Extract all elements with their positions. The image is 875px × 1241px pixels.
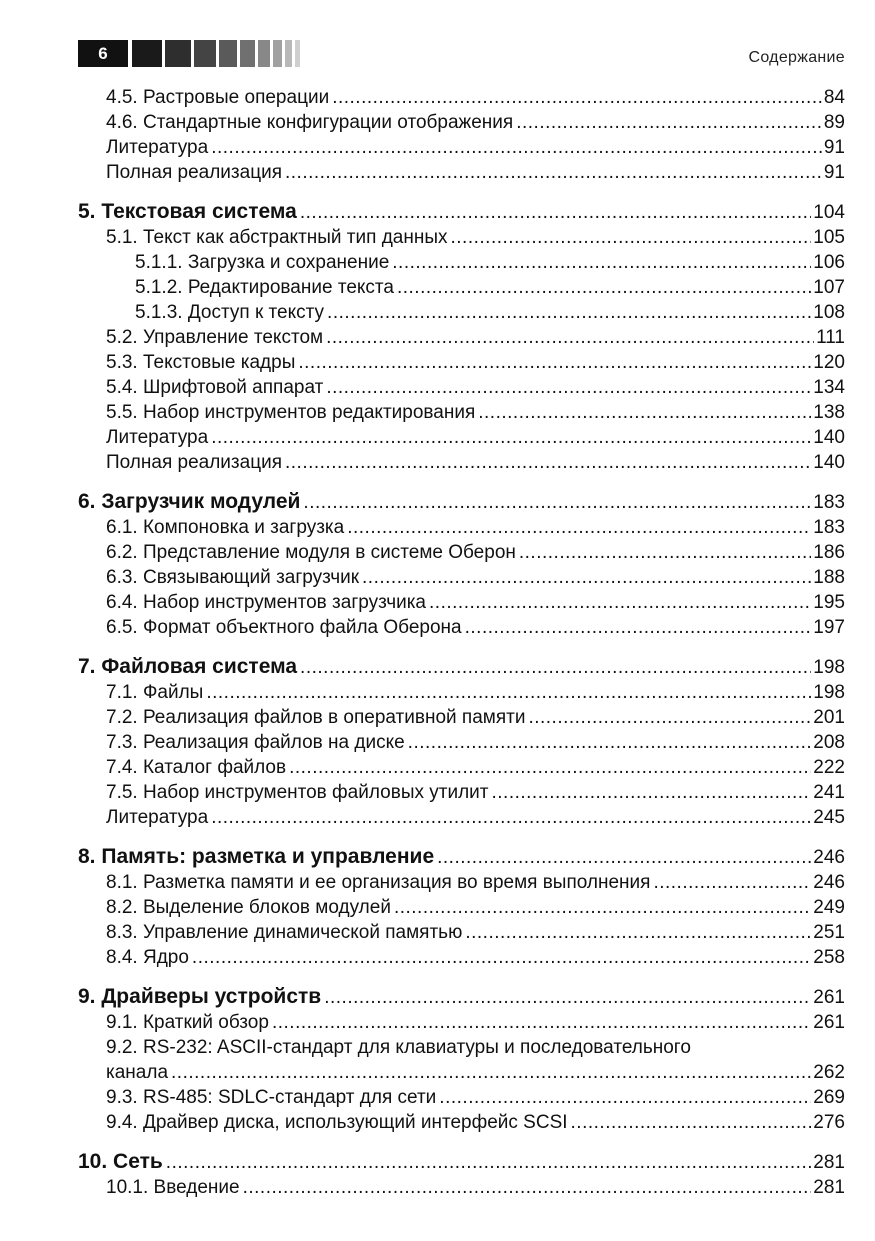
page-number: 6 [78,40,128,67]
toc-entry[interactable]: 5.5. Набор инструментов редактирования ..... 138 [78,400,845,425]
toc-chapter[interactable]: 8. Память: разметка и управление ..... 246 [78,844,845,870]
toc-entry[interactable]: 10.1. Введение ..... 281 [78,1175,845,1200]
toc-entry[interactable]: 9.3. RS-485: SDLC-стандарт для сети ..... 269 [78,1085,845,1110]
header-bar [295,40,300,67]
toc-entry[interactable]: 6.4. Набор инструментов загрузчика ..... 195 [78,590,845,615]
header-bar [165,40,191,67]
toc-entry[interactable]: канала ..... 262 [78,1060,845,1085]
toc-chapter[interactable]: 5. Текстовая система ..... 104 [78,199,845,225]
toc-entry[interactable]: 8.4. Ядро ..... 258 [78,945,845,970]
toc-entry[interactable]: 6.3. Связывающий загрузчик ..... 188 [78,565,845,590]
header-bar [194,40,216,67]
toc-entry[interactable]: 5.3. Текстовые кадры ..... 120 [78,350,845,375]
toc-entry-wrapped-line[interactable]: 9.2. RS-232: ASCII-стандарт для клавиатуры и последовательного [106,1037,691,1058]
toc-entry[interactable]: Литература ..... 245 [78,805,845,830]
toc-entry[interactable]: 5.2. Управление текстом ..... 111 [78,325,845,350]
header-bar [132,40,162,67]
toc-entry[interactable]: 6.1. Компоновка и загрузка ..... 183 [78,515,845,540]
header-bar [273,40,282,67]
toc-entry[interactable]: 8.2. Выделение блоков модулей ..... 249 [78,895,845,920]
toc-chapter[interactable]: 9. Драйверы устройств ..... 261 [78,984,845,1010]
toc-entry[interactable]: 4.5. Растровые операции ..... 84 [78,85,845,110]
toc-entry[interactable]: 5.1. Текст как абстрактный тип данных ..... 105 [78,225,845,250]
toc-chapter[interactable]: 6. Загрузчик модулей ..... 183 [78,489,845,515]
toc-subentry[interactable]: 5.1.2. Редактирование текста ..... 107 [78,275,845,300]
toc-entry[interactable]: 7.1. Файлы ..... 198 [78,680,845,705]
toc-chapter[interactable]: 7. Файловая система ..... 198 [78,654,845,680]
toc-entry[interactable]: 9.1. Краткий обзор ..... 261 [78,1010,845,1035]
toc-entry[interactable]: 7.4. Каталог файлов ..... 222 [78,755,845,780]
table-of-contents [78,85,845,1200]
toc-entry[interactable]: 8.1. Разметка памяти и ее организация во время выполнения ..... 246 [78,870,845,895]
toc-entry[interactable]: 7.5. Набор инструментов файловых утилит ..... 241 [78,780,845,805]
running-head: Содержание [748,49,845,66]
toc-entry[interactable]: 4.6. Стандартные конфигурации отображения ..... 89 [78,110,845,135]
toc-entry[interactable]: 6.5. Формат объектного файла Оберона ..... 197 [78,615,845,640]
header-bar [285,40,292,67]
header-bar [219,40,237,67]
toc-entry[interactable]: 6.2. Представление модуля в системе Оберон ..... 186 [78,540,845,565]
toc-entry[interactable]: Литература ..... 91 [78,135,845,160]
toc-subentry[interactable]: 5.1.3. Доступ к тексту ..... 108 [78,300,845,325]
header-bar [240,40,255,67]
toc-entry[interactable]: 7.3. Реализация файлов на диске ..... 208 [78,730,845,755]
toc-entry[interactable]: 7.2. Реализация файлов в оперативной памяти ..... 201 [78,705,845,730]
toc-entry[interactable]: 9.4. Драйвер диска, использующий интерфейс SCSI ..... 276 [78,1110,845,1135]
toc-entry[interactable]: Литература ..... 140 [78,425,845,450]
header-bar [258,40,270,67]
toc-subentry[interactable]: 5.1.1. Загрузка и сохранение ..... 106 [78,250,845,275]
toc-entry[interactable]: Полная реализация ..... 140 [78,450,845,475]
page-header [78,40,845,70]
toc-entry[interactable]: Полная реализация ..... 91 [78,160,845,185]
toc-entry[interactable]: 8.3. Управление динамической памятью ..... 251 [78,920,845,945]
toc-entry[interactable]: 5.4. Шрифтовой аппарат ..... 134 [78,375,845,400]
toc-chapter[interactable]: 10. Сеть ..... 281 [78,1149,845,1175]
